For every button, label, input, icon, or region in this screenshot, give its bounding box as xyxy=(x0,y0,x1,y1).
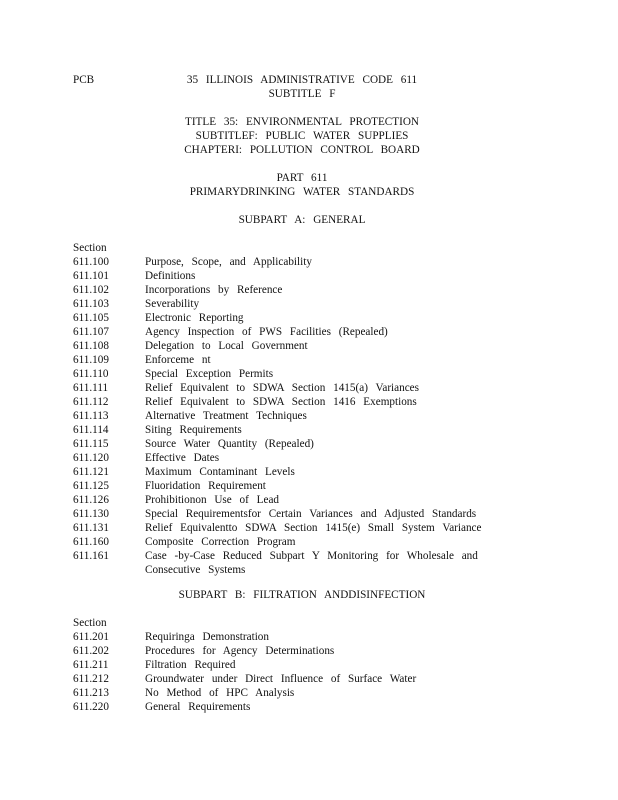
section-label: Section xyxy=(73,242,107,254)
section-number: 611.220 xyxy=(73,701,109,713)
toc-entry xyxy=(73,269,553,283)
toc-entry xyxy=(73,644,553,658)
section-number: 611.102 xyxy=(73,284,109,296)
section-title: Severability xyxy=(145,298,200,310)
toc-entry xyxy=(73,658,553,672)
toc-entry xyxy=(73,325,553,339)
section-title: Agency Inspection of PWS Facilities (Repealed) xyxy=(145,326,388,338)
section-title: Fluoridation Requirement xyxy=(145,480,266,492)
section-number: 611.130 xyxy=(73,508,109,520)
section-number: 611.202 xyxy=(73,645,109,657)
section-number: 611.211 xyxy=(73,659,109,671)
toc-entry xyxy=(73,283,553,297)
section-number: 611.113 xyxy=(73,410,109,422)
section-title: Enforceme nt xyxy=(145,354,211,366)
section-number: 611.161 xyxy=(73,550,109,562)
toc-entry xyxy=(73,672,553,686)
section-number: 611.112 xyxy=(73,396,109,408)
section-number: 611.212 xyxy=(73,673,109,685)
section-title: Purpose, Scope, and Applicability xyxy=(145,256,312,268)
section-number: 611.100 xyxy=(73,256,109,268)
section-number: 611.121 xyxy=(73,466,109,478)
toc-entry xyxy=(73,423,553,437)
section-title: Relief Equivalent to SDWA Section 1415(a) Variances xyxy=(145,382,419,394)
section-number: 611.126 xyxy=(73,494,109,506)
toc-entry xyxy=(73,549,553,577)
section-title: Filtration Required xyxy=(145,659,236,671)
toc-entry xyxy=(73,339,553,353)
subpart-a-heading: SUBPART A: GENERAL xyxy=(238,214,366,226)
toc-entry xyxy=(73,465,553,479)
toc-entry xyxy=(73,686,553,700)
section-title: Requiringa Demonstration xyxy=(145,631,269,643)
part-number: PART 611 xyxy=(276,172,328,184)
section-title: Alternative Treatment Techniques xyxy=(145,410,307,422)
section-title: Composite Correction Program xyxy=(145,536,296,548)
toc-entry xyxy=(73,381,553,395)
section-title: Special Requirementsfor Certain Variances and Adjusted Standards xyxy=(145,508,477,520)
section-title: Effective Dates xyxy=(145,452,220,464)
toc-entry xyxy=(73,451,553,465)
section-title: Definitions xyxy=(145,270,196,282)
section-title: Source Water Quantity (Repealed) xyxy=(145,438,314,450)
section-number: 611.120 xyxy=(73,452,109,464)
section-number: 611.111 xyxy=(73,382,109,394)
toc-entry xyxy=(73,507,553,521)
subtitle-line: SUBTITLEF: PUBLIC WATER SUPPLIES xyxy=(195,130,409,142)
toc-entry xyxy=(73,297,553,311)
section-title: Electronic Reporting xyxy=(145,312,244,324)
section-title: Prohibitionon Use of Lead xyxy=(145,494,280,506)
section-number: 611.105 xyxy=(73,312,109,324)
toc-entry xyxy=(73,311,553,325)
section-title: Special Exception Permits xyxy=(145,368,274,380)
toc-entry xyxy=(73,630,553,644)
toc-entry xyxy=(73,367,553,381)
section-title: Groundwater under Direct Influence of Surface Water xyxy=(145,673,417,685)
title-line: TITLE 35: ENVIRONMENTAL PROTECTION xyxy=(185,116,419,128)
toc-entry xyxy=(73,437,553,451)
toc-entry xyxy=(73,255,553,269)
section-title: Delegation to Local Government xyxy=(145,340,308,352)
section-title: Relief Equivalentto SDWA Section 1415(e) Small System Variance xyxy=(145,522,482,534)
subpart-b-heading: SUBPART B: FILTRATION ANDDISINFECTION xyxy=(178,589,426,601)
section-title: No Method of HPC Analysis xyxy=(145,687,295,699)
header-code: 35 ILLINOIS ADMINISTRATIVE CODE 611 xyxy=(186,74,418,86)
section-title: Maximum Contaminant Levels xyxy=(145,466,295,478)
chapter-line: CHAPTERI: POLLUTION CONTROL BOARD xyxy=(184,144,420,156)
toc-entry xyxy=(73,535,553,549)
section-title: Incorporations by Reference xyxy=(145,284,283,296)
subpart-b-section-list xyxy=(73,630,553,714)
section-number: 611.114 xyxy=(73,424,109,436)
toc-entry xyxy=(73,479,553,493)
section-number: 611.131 xyxy=(73,522,109,534)
section-label: Section xyxy=(73,617,107,629)
section-number: 611.110 xyxy=(73,368,109,380)
section-number: 611.201 xyxy=(73,631,109,643)
part-title: PRIMARYDRINKING WATER STANDARDS xyxy=(189,186,415,198)
section-number: 611.213 xyxy=(73,687,109,699)
section-number: 611.103 xyxy=(73,298,109,310)
section-title: Relief Equivalent to SDWA Section 1416 Exemptions xyxy=(145,396,417,408)
toc-entry xyxy=(73,493,553,507)
toc-entry xyxy=(73,521,553,535)
section-title: Siting Requirements xyxy=(145,424,242,436)
section-number: 611.101 xyxy=(73,270,109,282)
section-title: General Requirements xyxy=(145,701,251,713)
header-agency: PCB xyxy=(73,74,95,86)
subpart-a-section-list xyxy=(73,255,553,577)
section-title: Procedures for Agency Determinations xyxy=(145,645,335,657)
section-number: 611.107 xyxy=(73,326,109,338)
toc-entry xyxy=(73,395,553,409)
section-number: 611.108 xyxy=(73,340,109,352)
section-number: 611.125 xyxy=(73,480,109,492)
toc-entry xyxy=(73,700,553,714)
section-number: 611.109 xyxy=(73,354,109,366)
section-title: Case -by-Case Reduced Subpart Y Monitoring for Wholesale and Consecutive Systems xyxy=(145,550,478,576)
section-number: 611.115 xyxy=(73,438,109,450)
toc-entry xyxy=(73,353,553,367)
header-subtitle: SUBTITLE F xyxy=(268,88,336,100)
toc-entry xyxy=(73,409,553,423)
section-number: 611.160 xyxy=(73,536,109,548)
